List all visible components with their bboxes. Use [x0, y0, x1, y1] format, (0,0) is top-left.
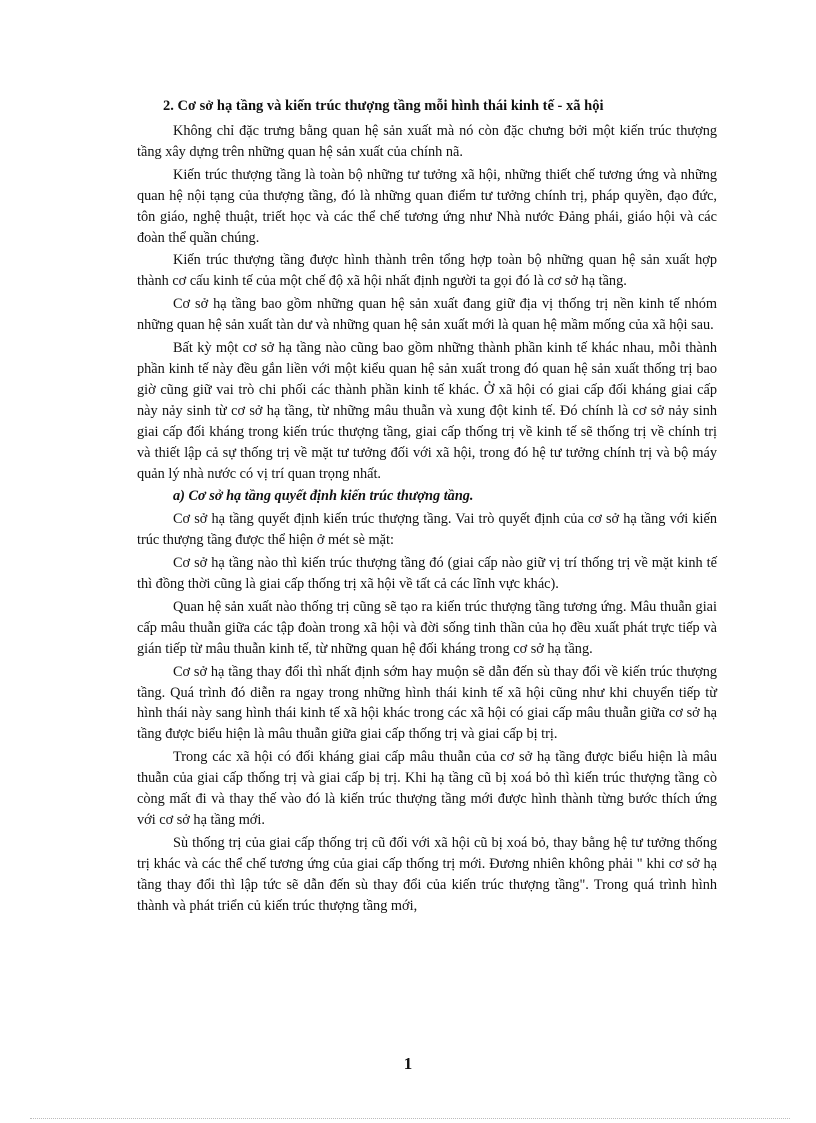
- paragraph: Cơ sở hạ tầng quyết định kiến trúc thượng tầng. Vai trò quyết định của cơ sở hạ tầng với kiến trúc thượng tầng được thể hiện ở mét sè mặt:: [137, 511, 717, 549]
- paragraph: Cơ sở hạ tầng nào thì kiến trúc thượng tầng đó (giai cấp nào giữ vị trí thống trị về mặt kinh tế thì đồng thời cũng là giai cấp thống trị xã hội về tất cả các lĩnh vực khác).: [137, 555, 717, 593]
- paragraph: Cơ sở hạ tầng bao gồm những quan hệ sản xuất đang giữ địa vị thống trị nền kinh tế nhóm những quan hệ sản xuất tàn dư và những quan hệ sản xuất mới là quan hệ mầm mống của xã hội sau.: [137, 296, 717, 334]
- paragraph: Kiến trúc thượng tầng được hình thành trên tổng hợp toàn bộ những quan hệ sản xuất hợp thành cơ cấu kinh tế của một chế độ xã hội nhất định người ta gọi đó là cơ sở hạ tầng.: [137, 252, 717, 290]
- paragraph: Không chỉ đặc trưng bằng quan hệ sản xuất mà nó còn đặc chưng bởi một kiến trúc thượng tầng xây dựng trên những quan hệ sản xuất của chính nã.: [137, 123, 717, 160]
- paragraph: Bất kỳ một cơ sở hạ tầng nào cũng bao gồm những thành phần kinh tế khác nhau, mỗi thành phần kinh tế này đều gắn liền với một kiểu quan hệ sản xuất trong đó quan hệ sản xuất thống trị bao giờ cũng giữ vai trò chi phối các thành phần kinh tế khác. Ở xã hội có giai cấp đối kháng giai cấp này nảy sinh từ cơ sở hạ tầng, từ những mâu thuẫn và xung đột kinh tế. Đó chính là cơ sở nảy sinh giai cấp đối kháng trong kiến trúc thượng tầng, giai cấp thống trị về kinh tế sẽ thống trị về chính trị và thiết lập cả sự thống trị về mặt tư tưởng đối với xã hội, trong đó hệ tư tưởng chính trị và bộ máy quản lý nhà nước có vị trí quan trọng nhất.: [137, 340, 717, 482]
- subsection-heading: a) Cơ sở hạ tầng quyết định kiến trúc thượng tầng.: [173, 488, 474, 505]
- paragraph: Cơ sở hạ tầng thay đổi thì nhất định sớm hay muộn sẽ dẫn đến sù thay đổi về kiến trúc thượng tầng. Quá trình đó diễn ra ngay trong những hình thái kinh tế xã hội cũng như khi chuyển tiếp từ hình thái này sang hình thái kinh tế xã hội khác trong các xã hội có giai cấp mâu thuẫn giữa cơ sở hạ tầng được biểu hiện là mâu thuẫn giữa giai cấp thống trị và giai cấp bị trị.: [137, 663, 717, 743]
- paragraph: Sù thống trị của giai cấp thống trị cũ đối với xã hội cũ bị xoá bỏ, thay bằng hệ tư tưởng thống trị khác và các thể chế tương ứng của giai cấp thống trị mới. Đương nhiên không phải " khi cơ sở hạ tầng thay đổi thì lập tức sẽ dẫn đến sù thay đổi của kiến trúc thượng tầng". Trong quá trình hình thành và phát triển củ kiến trúc thượng tầng mới,: [137, 834, 717, 914]
- paragraph: Trong các xã hội có đối kháng giai cấp mâu thuẫn của cơ sở hạ tầng được biểu hiện là mâu thuẫn của giai cấp thống trị và giai cấp bị trị. Khi hạ tầng cũ bị xoá bỏ thì kiến trúc thượng tầng cò còng mất đi và thay thế vào đó là kiến trúc thượng tầng mới được hình thành từng bước thích ứng với cơ sở hạ tầng mới.: [137, 749, 717, 828]
- section-heading: 2. Cơ sở hạ tầng và kiến trúc thượng tầng mỗi hình thái kinh tế - xã hội: [163, 98, 604, 114]
- document-body: [137, 96, 717, 919]
- page-number: 1: [403, 1054, 413, 1073]
- page-bottom-divider: [30, 1118, 790, 1119]
- paragraph: Quan hệ sản xuất nào thống trị cũng sẽ tạo ra kiến trúc thượng tầng tương ứng. Mâu thuẫn giai cấp mâu thuẫn giữa các tập đoàn trong xã hội và đời sống tinh thần của họ đều xuất phát trực tiếp và gián tiếp từ mâu thuẫn kinh tế, từ những quan hệ đối kháng trong cơ sở hạ tầng.: [137, 598, 717, 657]
- paragraph: Kiến trúc thượng tầng là toàn bộ những tư tưởng xã hội, những thiết chế tương ứng và những quan hệ nội tạng của thượng tầng, đó là những quan điểm tư tưởng chính trị, pháp quyền, đạo đức, tôn giáo, nghệ thuật, triết học và các thể chế tương ứng như Nhà nước Đảng phái, giáo hội và các đoàn thể quần chúng.: [137, 166, 717, 246]
